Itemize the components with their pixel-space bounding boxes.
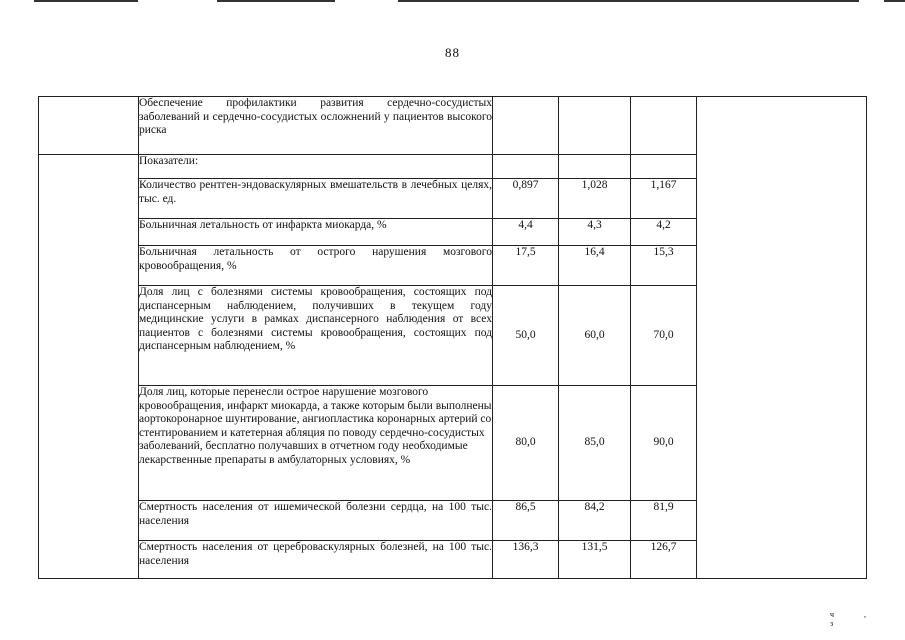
value-cell: 4,3: [559, 219, 631, 246]
value-cell: 81,9: [631, 501, 697, 541]
value-cell: 17,5: [493, 246, 559, 286]
value-cell: 4,2: [631, 219, 697, 246]
notes-column-cell: [697, 97, 867, 579]
value-cell: 4,4: [493, 219, 559, 246]
value-cell: 86,5: [493, 501, 559, 541]
indicator-text: Смертность населения от цереброваскулярных болезней, на 100 тыс. населения: [139, 541, 493, 579]
indicators-table: [38, 96, 867, 579]
empty-cell: [493, 97, 559, 155]
empty-cell: [631, 97, 697, 155]
value-cell: 0,897: [493, 179, 559, 219]
section-title: Обеспечение профилактики развития сердечно-сосудистых заболеваний и сердечно-сосудистых осложнений у пациентов высокого риска: [139, 97, 493, 155]
empty-cell: [631, 155, 697, 179]
indicator-text: Доля лиц с болезнями системы кровообращения, состоящих под диспансерным наблюдением, получивших в текущем году медицинские услуги в рамках диспансерного наблюдения от всех пациентов с болезнями системы кровообращения, состоящих под диспансерным наблюдением, %: [139, 286, 493, 386]
header-rule: [217, 0, 335, 2]
value-cell: 16,4: [559, 246, 631, 286]
section-title-row: [39, 97, 867, 155]
value-cell: 50,0: [493, 286, 559, 386]
value-cell: 70,0: [631, 286, 697, 386]
indicator-text: Больничная летальность от острого нарушения мозгового кровообращения, %: [139, 246, 493, 286]
empty-cell: [493, 155, 559, 179]
value-cell: 15,3: [631, 246, 697, 286]
value-cell: 84,2: [559, 501, 631, 541]
header-rule: [34, 0, 138, 2]
value-cell: 126,7: [631, 541, 697, 579]
indicators-label: Показатели:: [139, 155, 493, 179]
value-cell: 80,0: [493, 386, 559, 501]
indicator-text: Доля лиц, которые перенесли острое нарушение мозгового кровообращения, инфаркт миокарда, а также которым были выполнены аортокоронарное шунтирование, ангиопластика коронарных артерий со стентированием и катетерная абляция по поводу сердечно-сосудистых заболеваний, бесплатно получавших в отчетном году необходимые лекарственные препараты в амбулаторных условиях, %: [139, 386, 493, 501]
empty-cell: [559, 97, 631, 155]
value-cell: 90,0: [631, 386, 697, 501]
value-cell: 1,167: [631, 179, 697, 219]
header-rule: [398, 0, 859, 2]
header-rule: [884, 0, 905, 2]
value-cell: 1,028: [559, 179, 631, 219]
empty-cell: [39, 97, 139, 155]
left-column-cell: [39, 155, 139, 579]
value-cell: 85,0: [559, 386, 631, 501]
value-cell: 131,5: [559, 541, 631, 579]
indicator-text: Смертность населения от ишемической болезни сердца, на 100 тыс. населения: [139, 501, 493, 541]
value-cell: 136,3: [493, 541, 559, 579]
corner-marks: ч , з: [830, 610, 881, 628]
empty-cell: [559, 155, 631, 179]
value-cell: 60,0: [559, 286, 631, 386]
indicator-text: Больничная летальность от инфаркта миокарда, %: [139, 219, 493, 246]
indicator-text: Количество рентген-эндоваскулярных вмешательств в лечебных целях, тыс. ед.: [139, 179, 493, 219]
page-number: 88: [445, 45, 460, 60]
